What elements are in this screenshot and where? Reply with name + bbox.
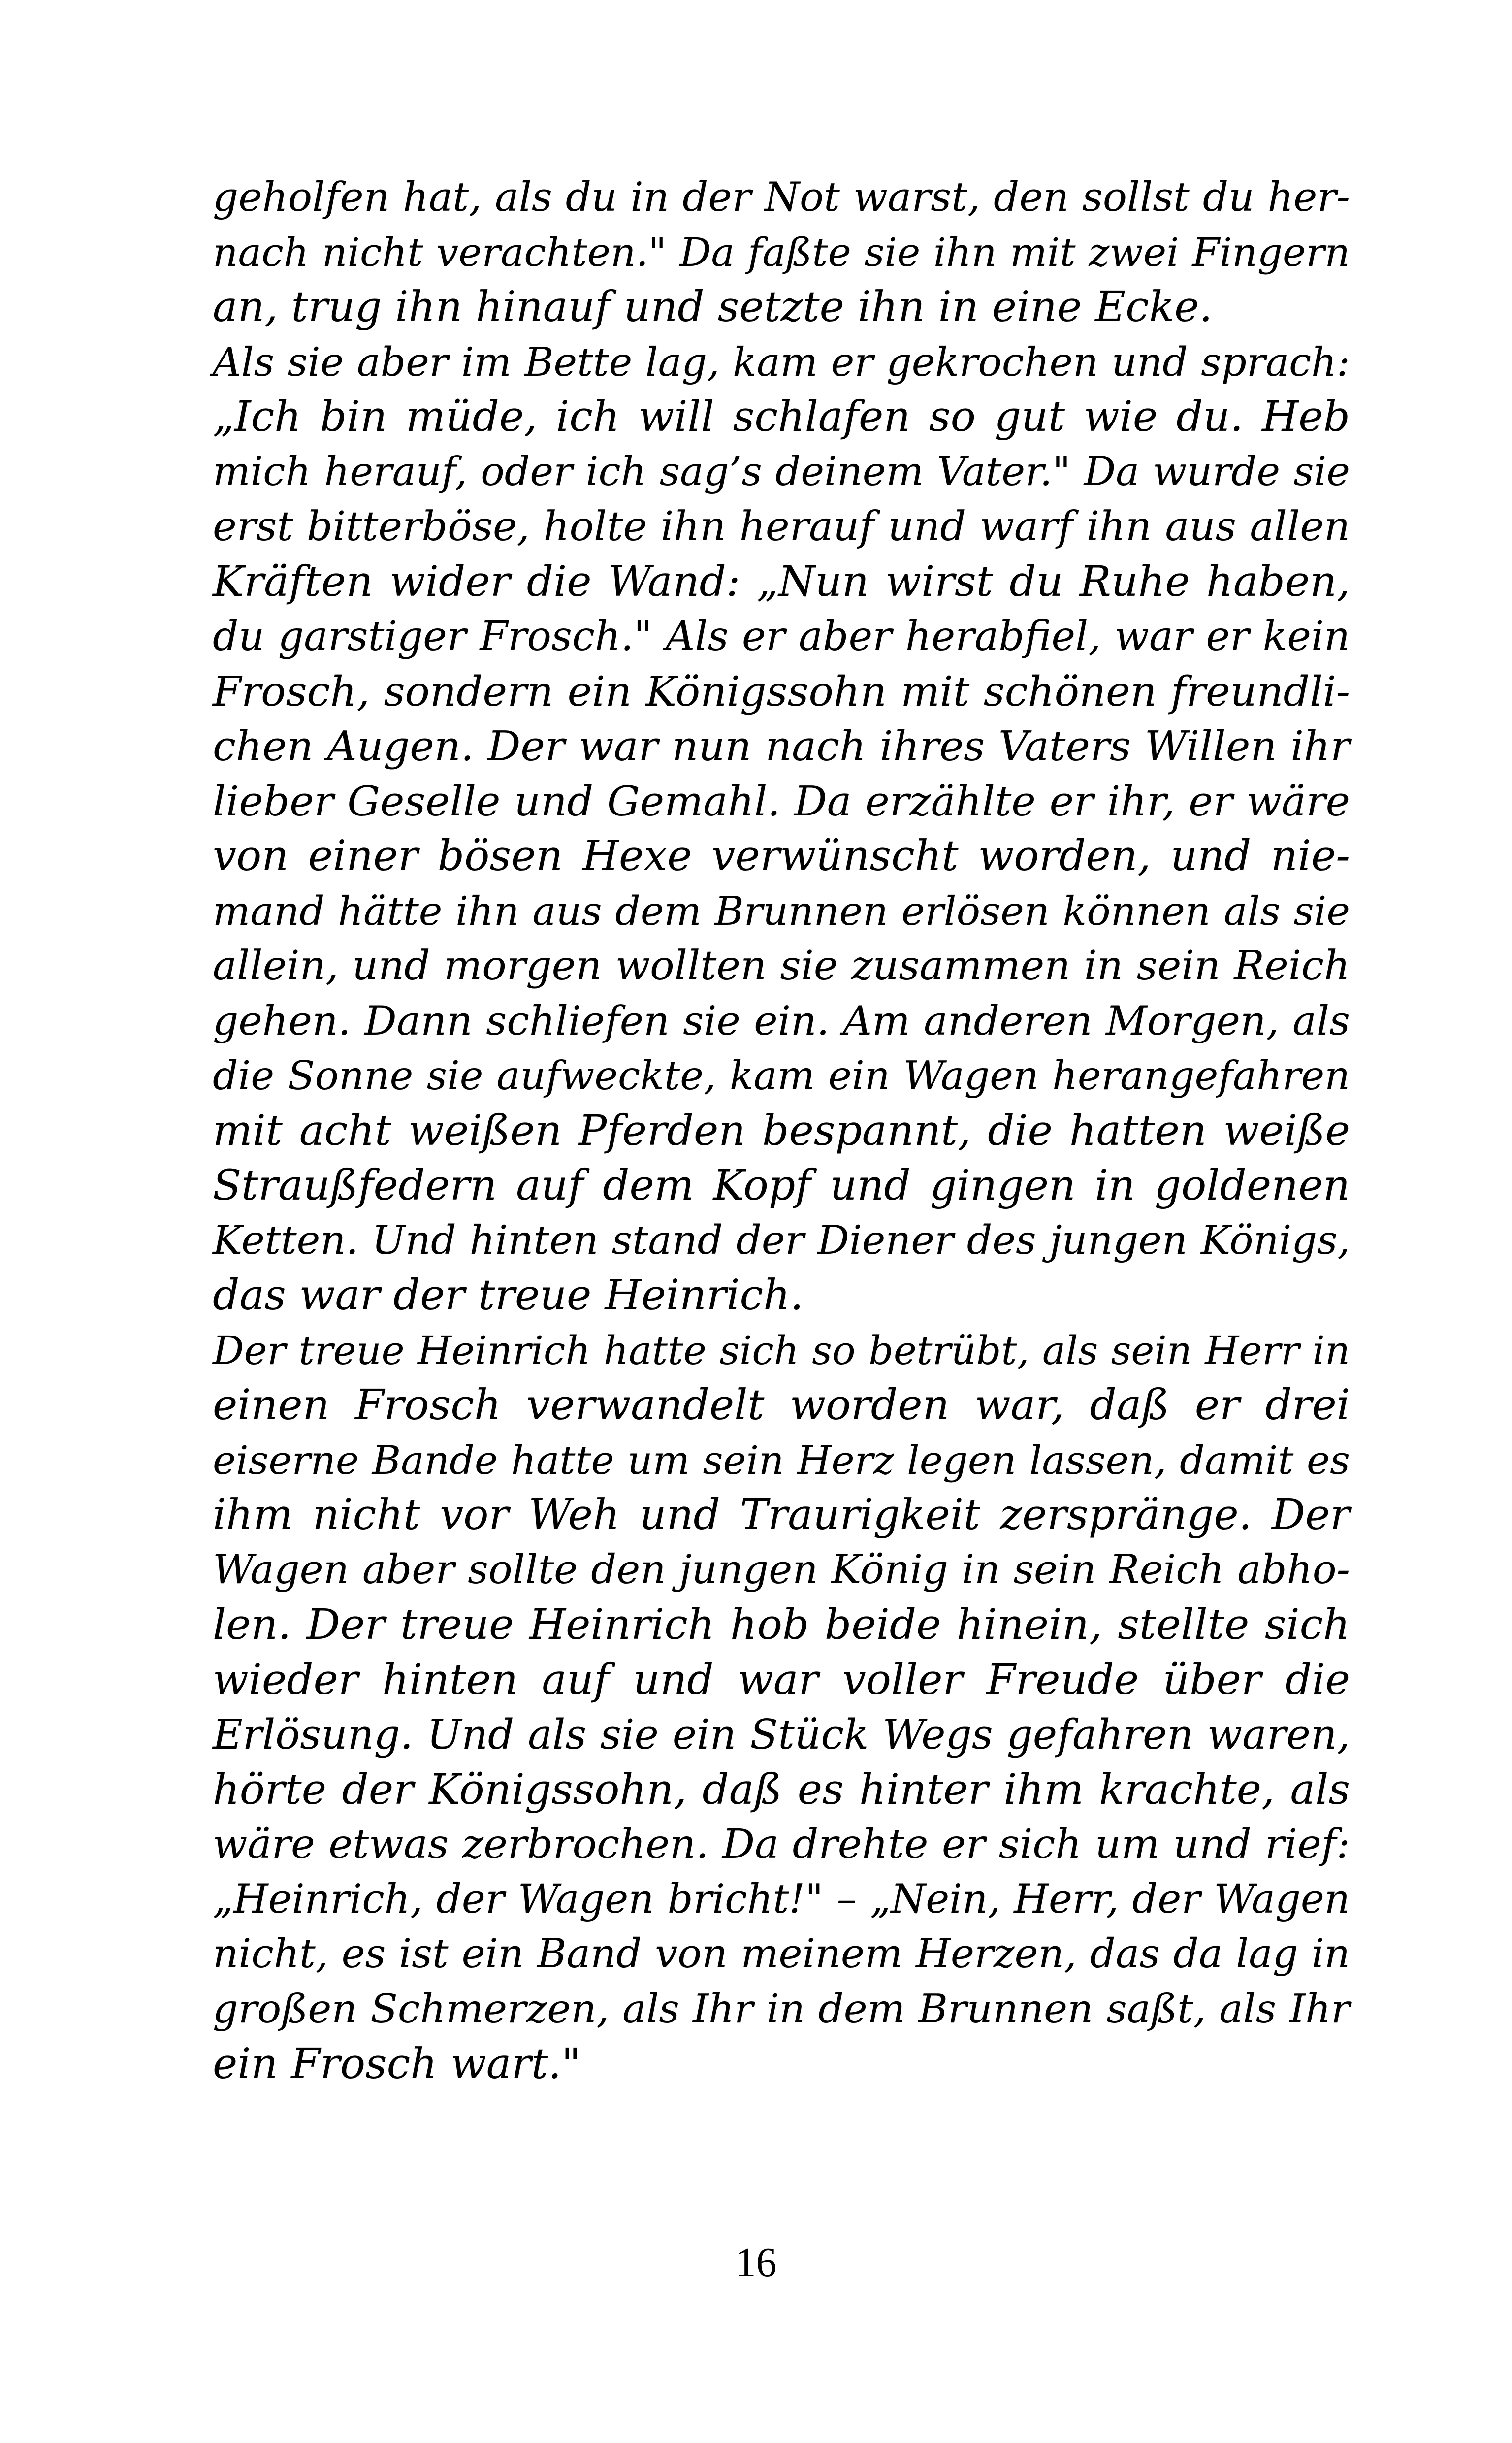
text-line: Kräften wider die Wand: „Nun wirst du Ruhe haben, [213,557,1350,606]
text-line: die Sonne sie aufweckte, kam ein Wagen herangefahren [213,1052,1350,1099]
text-line: nicht, es ist ein Band von meinem Herzen, das da lag in [213,1931,1350,1977]
text-line: Frosch, sondern ein Königssohn mit schönen freundli- [213,667,1350,716]
text-line: das war der treue Heinrich. [213,1271,804,1320]
text-line: chen Augen. Der war nun nach ihres Vaters Willen ihr [213,722,1350,770]
text-line: großen Schmerzen, als Ihr in dem Brunnen saßt, als Ihr [213,1986,1350,2032]
text-line: nach nicht verachten." Da faßte sie ihn mit zwei Fingern [213,229,1350,275]
text-line: gehen. Dann schliefen sie ein. Am anderen Morgen, als [213,997,1350,1044]
text-line: Der treue Heinrich hatte sich so betrübt, als sein Herr in [213,1327,1350,1373]
text-line: geholfen hat, als du in der Not warst, den sollst du her- [213,174,1350,221]
text-line: Straußfedern auf dem Kopf und gingen in goldenen [213,1161,1350,1210]
text-line: du garstiger Frosch." Als er aber herabfiel, war er kein [213,613,1350,660]
text-line: Als sie aber im Bette lag, kam er gekrochen und sprach: [213,338,1350,385]
text-line: mich herauf, oder ich sag’s deinem Vater." Da wurde sie [213,448,1350,495]
text-line: einen Frosch verwandelt worden war, daß er drei [213,1381,1350,1430]
text-line: „Heinrich, der Wagen bricht!" – „Nein, Herr, der Wagen [213,1876,1350,1922]
text-line: mand hätte ihn aus dem Brunnen erlösen können als sie [213,887,1350,934]
text-line: von einer bösen Hexe verwünscht worden, und nie- [213,832,1350,880]
page-number: 16 [735,2240,777,2285]
text-line: hörte der Königssohn, daß es hinter ihm krachte, als [213,1765,1350,1814]
text-line: len. Der treue Heinrich hob beide hinein, stellte sich [213,1600,1350,1649]
text-line: wieder hinten auf und war voller Freude über die [213,1655,1350,1704]
text-line: lieber Geselle und Gemahl. Da erzählte er ihr, er wäre [213,777,1350,825]
text-line: an, trug ihn hinauf und setzte ihn in eine Ecke. [213,283,1213,331]
text-line: allein, und morgen wollten sie zusammen in sein Reich [213,943,1350,989]
text-line: Ketten. Und hinten stand der Diener des jungen Königs, [213,1217,1350,1264]
text-line: Erlösung. Und als sie ein Stück Wegs gefahren waren, [213,1711,1350,1759]
text-line: ein Frosch wart." [213,2040,581,2088]
text-line: ihm nicht vor Weh und Traurigkeit zerspränge. Der [213,1491,1350,1539]
body-text [213,170,1350,2092]
text-line: „Ich bin müde, ich will schlafen so gut wie du. Heb [213,392,1350,441]
text-line: Wagen aber sollte den jungen König in sein Reich abho- [213,1546,1350,1593]
text-line: erst bitterböse, holte ihn herauf und warf ihn aus allen [213,503,1350,550]
text-line: mit acht weißen Pferden bespannt, die hatten weiße [213,1106,1350,1155]
text-line: eiserne Bande hatte um sein Herz legen lassen, damit es [213,1437,1350,1483]
text-line: wäre etwas zerbrochen. Da drehte er sich um und rief: [213,1821,1350,1868]
